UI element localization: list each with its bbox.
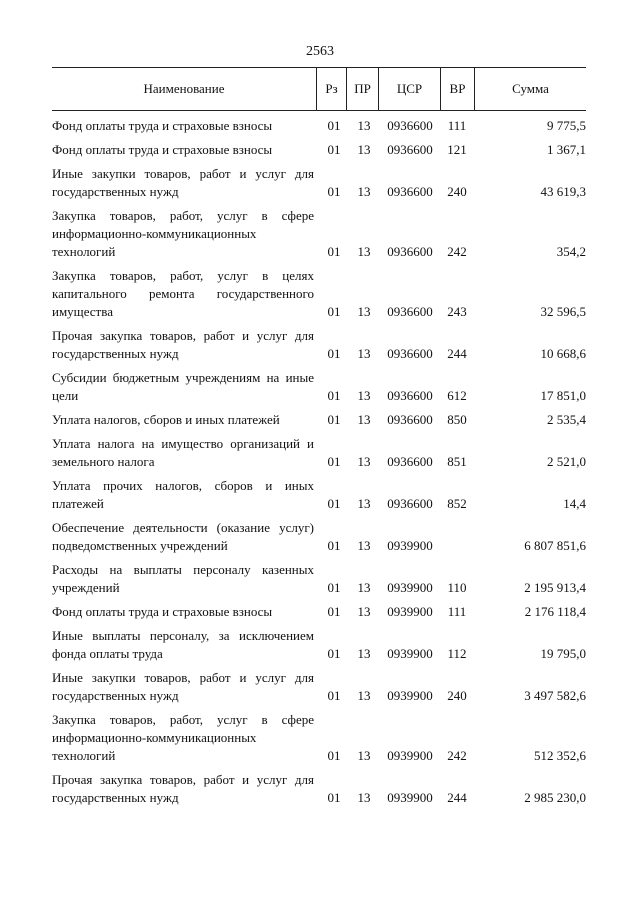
row-name: Закупка товаров, работ, услуг в целях капитального ремонта государственного имущества: [52, 268, 314, 319]
row-name: Иные закупки товаров, работ и услуг для государственных нужд: [52, 166, 314, 199]
row-csr: 0939900: [387, 604, 433, 619]
header-name: Наименование: [143, 81, 225, 96]
row-sum: 2 195 913,4: [524, 580, 586, 595]
row-rz: 01: [327, 580, 341, 595]
header-rz: Рз: [316, 68, 346, 110]
row-name: Уплата налога на имущество организаций и земельного налога: [52, 436, 314, 469]
row-name: Иные закупки товаров, работ и услуг для государственных нужд: [52, 670, 314, 703]
row-pr: 13: [357, 688, 371, 703]
row-vr: 111: [447, 118, 467, 133]
table-row: [52, 435, 586, 471]
table-row: [52, 411, 586, 429]
row-vr: 244: [447, 790, 467, 805]
row-sum: 3 497 582,6: [524, 688, 586, 703]
row-name: Уплата налогов, сборов и иных платежей: [52, 412, 280, 427]
row-vr: 110: [447, 580, 467, 595]
row-rz: 01: [327, 646, 341, 661]
row-vr: 852: [447, 496, 467, 511]
row-vr: 243: [447, 304, 467, 319]
row-vr: 112: [447, 646, 467, 661]
row-values: [52, 603, 586, 621]
row-vr: 851: [447, 454, 467, 469]
row-sum: 354,2: [556, 244, 586, 259]
page-number: 2563: [306, 44, 334, 59]
row-pr: 13: [357, 496, 371, 511]
row-name: Закупка товаров, работ, услуг в сфере информационно-коммуникационных технологий: [52, 208, 314, 259]
row-sum: 2 521,0: [547, 454, 586, 469]
row-sum: 43 619,3: [540, 184, 586, 199]
row-values: [52, 117, 586, 135]
table-row: [52, 519, 586, 555]
row-pr: 13: [357, 304, 371, 319]
row-vr: 850: [447, 412, 467, 427]
row-name: Фонд оплаты труда и страховые взносы: [52, 118, 273, 133]
table-row: [52, 327, 586, 363]
row-rz: 01: [327, 184, 341, 199]
row-pr: 13: [357, 538, 371, 553]
row-pr: 13: [357, 604, 371, 619]
row-name: Прочая закупка товаров, работ и услуг для государственных нужд: [52, 328, 314, 361]
row-pr: 13: [357, 790, 371, 805]
table-row: [52, 267, 586, 321]
row-csr: 0939900: [387, 688, 433, 703]
row-pr: 13: [357, 580, 371, 595]
row-pr: 13: [357, 454, 371, 469]
row-csr: 0936600: [387, 184, 433, 199]
row-rz: 01: [327, 790, 341, 805]
header-vr: ВР: [440, 68, 474, 110]
row-rz: 01: [327, 496, 341, 511]
row-values: [52, 789, 586, 807]
row-csr: 0939900: [387, 580, 433, 595]
row-pr: 13: [357, 142, 371, 157]
row-values: [52, 411, 586, 429]
row-sum: 17 851,0: [540, 388, 586, 403]
row-csr: 0936600: [387, 388, 433, 403]
row-csr: 0936600: [387, 304, 433, 319]
row-name: Субсидии бюджетным учреждениям на иные цели: [52, 370, 314, 403]
row-rz: 01: [327, 748, 341, 763]
row-vr: 244: [447, 346, 467, 361]
row-values: [52, 687, 586, 705]
row-sum: 9 775,5: [547, 118, 586, 133]
row-csr: 0936600: [387, 118, 433, 133]
row-sum: 2 535,4: [547, 412, 586, 427]
row-vr: 242: [447, 244, 467, 259]
row-csr: 0939900: [387, 538, 433, 553]
row-csr: 0936600: [387, 412, 433, 427]
row-vr: 242: [447, 748, 467, 763]
row-rz: 01: [327, 388, 341, 403]
row-rz: 01: [327, 304, 341, 319]
row-sum: 19 795,0: [540, 646, 586, 661]
row-csr: 0939900: [387, 748, 433, 763]
row-pr: 13: [357, 184, 371, 199]
table-row: [52, 165, 586, 201]
row-name: Закупка товаров, работ, услуг в сфере информационно-коммуникационных технологий: [52, 712, 314, 763]
table-row: [52, 771, 586, 807]
table-row: [52, 603, 586, 621]
row-values: [52, 747, 586, 765]
row-values: [52, 345, 586, 363]
table-body: [52, 117, 586, 813]
row-sum: 2 985 230,0: [524, 790, 586, 805]
row-rz: 01: [327, 688, 341, 703]
row-values: [52, 387, 586, 405]
row-csr: 0939900: [387, 790, 433, 805]
row-values: [52, 243, 586, 261]
row-rz: 01: [327, 454, 341, 469]
row-name: Фонд оплаты труда и страховые взносы: [52, 142, 273, 157]
header-pr: ПР: [346, 68, 378, 110]
row-sum: 10 668,6: [540, 346, 586, 361]
table-row: [52, 141, 586, 159]
row-values: [52, 303, 586, 321]
row-sum: 32 596,5: [540, 304, 586, 319]
row-sum: 14,4: [563, 496, 586, 511]
row-csr: 0936600: [387, 244, 433, 259]
row-rz: 01: [327, 538, 341, 553]
row-name: Обеспечение деятельности (оказание услуг) подведомственных учреждений: [52, 520, 314, 553]
row-rz: 01: [327, 118, 341, 133]
row-vr: 240: [447, 688, 467, 703]
row-pr: 13: [357, 346, 371, 361]
table-row: [52, 477, 586, 513]
row-values: [52, 645, 586, 663]
row-vr: 111: [447, 604, 467, 619]
table-row: [52, 711, 586, 765]
row-values: [52, 495, 586, 513]
row-values: [52, 537, 586, 555]
row-sum: 2 176 118,4: [524, 604, 586, 619]
row-csr: 0936600: [387, 346, 433, 361]
row-rz: 01: [327, 412, 341, 427]
row-pr: 13: [357, 118, 371, 133]
row-pr: 13: [357, 244, 371, 259]
row-values: [52, 579, 586, 597]
table-row: [52, 369, 586, 405]
row-name: Иные выплаты персоналу, за исключением фонда оплаты труда: [52, 628, 314, 661]
row-values: [52, 453, 586, 471]
table-row: [52, 669, 586, 705]
table-row: [52, 117, 586, 135]
row-vr: 612: [447, 388, 467, 403]
row-rz: 01: [327, 346, 341, 361]
row-rz: 01: [327, 244, 341, 259]
row-name: Прочая закупка товаров, работ и услуг для государственных нужд: [52, 772, 314, 805]
row-pr: 13: [357, 646, 371, 661]
row-rz: 01: [327, 604, 341, 619]
row-csr: 0936600: [387, 142, 433, 157]
row-pr: 13: [357, 748, 371, 763]
row-pr: 13: [357, 388, 371, 403]
row-vr: 121: [447, 142, 467, 157]
table-row: [52, 627, 586, 663]
row-csr: 0936600: [387, 496, 433, 511]
row-sum: 6 807 851,6: [524, 538, 586, 553]
row-values: [52, 183, 586, 201]
row-pr: 13: [357, 412, 371, 427]
row-vr: 240: [447, 184, 467, 199]
row-csr: 0939900: [387, 646, 433, 661]
row-csr: 0936600: [387, 454, 433, 469]
row-name: Фонд оплаты труда и страховые взносы: [52, 604, 273, 619]
row-name: Уплата прочих налогов, сборов и иных платежей: [52, 478, 314, 511]
row-name: Расходы на выплаты персоналу казенных учреждений: [52, 562, 314, 595]
row-values: [52, 141, 586, 159]
header-csr: ЦСР: [378, 68, 440, 110]
table-header: [52, 67, 586, 111]
row-sum: 1 367,1: [547, 142, 586, 157]
table-row: [52, 561, 586, 597]
header-sum: Сумма: [474, 68, 586, 110]
row-sum: 512 352,6: [534, 748, 586, 763]
table-row: [52, 207, 586, 261]
row-rz: 01: [327, 142, 341, 157]
